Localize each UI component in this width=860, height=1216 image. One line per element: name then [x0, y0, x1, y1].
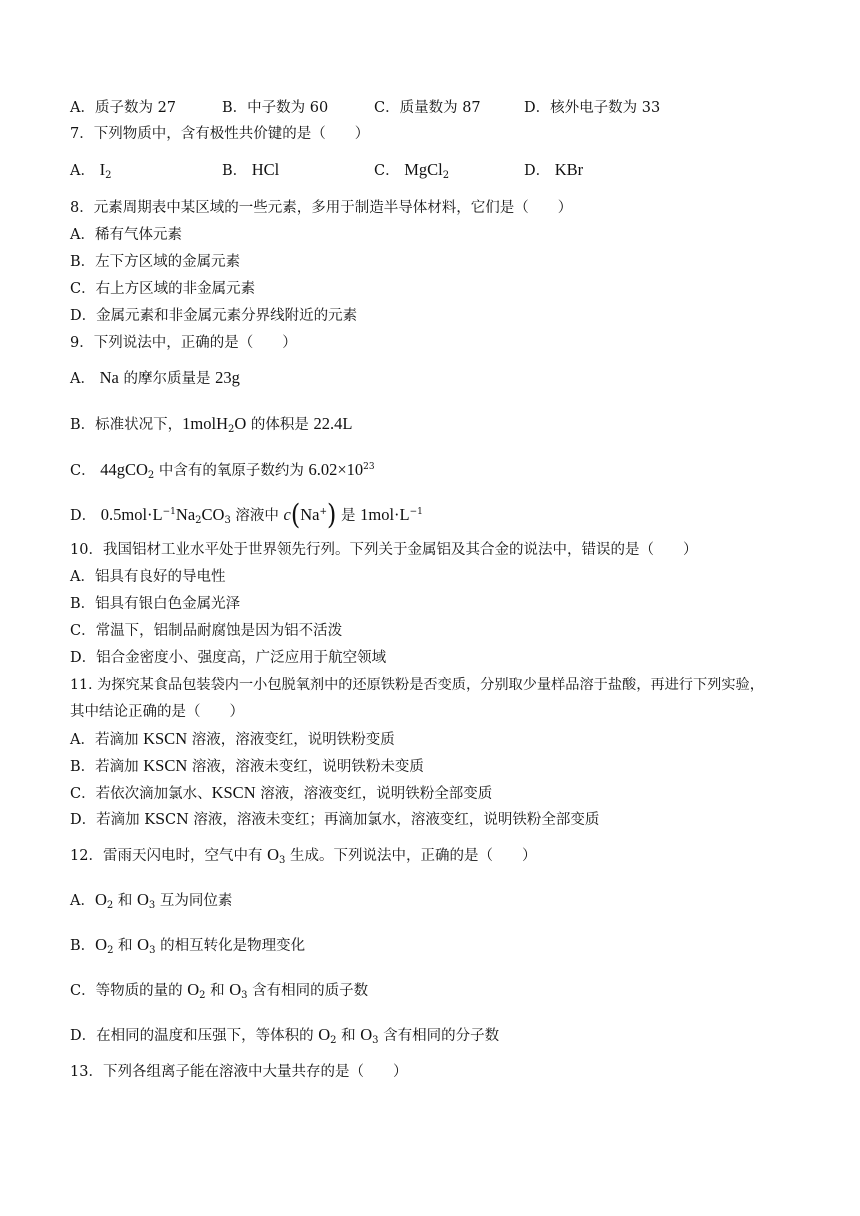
- q6-option-c: C．质量数为 87: [374, 100, 481, 116]
- q7-option-d: D． KBr: [524, 160, 584, 179]
- q7-option-c: C． MgCl$_2$: [374, 160, 450, 181]
- q10-option-b: B．铝具有银白色金属光泽: [70, 596, 241, 612]
- q13-stem: 13．下列各组离子能在溶液中大量共存的是（ ）: [70, 1064, 408, 1080]
- q9-option-d: D． $0.5mol\cdot L^{-1}Na_2CO_3$ 溶液中 c(Na+) 是 $1mol\cdot L^{-1}$: [70, 498, 423, 532]
- q10-stem: 10．我国铝材工业水平处于世界领先行列。下列关于金属铝及其合金的说法中，错误的是（ ）: [70, 542, 698, 558]
- q11-option-c: C．若依次滴加氯水、KSCN 溶液，溶液变红，说明铁粉全部变质: [70, 783, 493, 802]
- q8-stem: 8．元素周期表中某区域的一些元素，多用于制造半导体材料，它们是（ ）: [70, 200, 573, 216]
- q10-option-a: A．铝具有良好的导电性: [70, 569, 226, 585]
- q8-option-a: A．稀有气体元素: [70, 227, 182, 243]
- q12-option-d: D．在相同的温度和压强下，等体积的 $O_2$ 和 $O_3$ 含有相同的分子数: [70, 1025, 500, 1046]
- q9-option-c: C． 44gCO$_2$ 中含有的氧原子数约为 $6.02\times 10^{23}$: [70, 460, 375, 481]
- q7-option-a: A． $I_2$: [70, 160, 112, 181]
- q8-option-c: C．右上方区域的非金属元素: [70, 281, 256, 297]
- q11-option-d: D．若滴加 KSCN 溶液，溶液未变红；再滴加氯水，溶液变红，说明铁粉全部变质: [70, 812, 600, 828]
- q10-option-c: C．常温下，铝制品耐腐蚀是因为铝不活泼: [70, 623, 343, 639]
- q9-option-b: B．标准状况下，1molH$_2$O 的体积是 22.4L: [70, 414, 353, 435]
- q11-stem-line1: 11. 为探究某食品包装袋内一小包脱氧剂中的还原铁粉是否变质，分别取少量样品溶于盐酸，再进行下列实验，: [70, 677, 764, 693]
- q6-option-d: D．核外电子数为 33: [524, 100, 661, 116]
- q12-option-c: C．等物质的量的 $O_2$ 和 $O_3$ 含有相同的质子数: [70, 980, 369, 1001]
- q12-stem: 12．雷雨天闪电时，空气中有 $O_3$ 生成。下列说法中，正确的是（ ）: [70, 845, 537, 866]
- q9-stem: 9．下列说法中，正确的是（ ）: [70, 335, 297, 351]
- q8-option-b: B．左下方区域的金属元素: [70, 254, 241, 270]
- q6-option-a: A．质子数为 27: [70, 100, 177, 116]
- q10-option-d: D．铝合金密度小、强度高，广泛应用于航空领域: [70, 650, 387, 666]
- q11-option-a: A．若滴加 KSCN 溶液，溶液变红，说明铁粉变质: [70, 729, 395, 748]
- q11-stem-line2: 其中结论正确的是（ ）: [70, 704, 244, 720]
- q9-option-a: A． Na 的摩尔质量是 23g: [70, 368, 240, 387]
- q11-option-b: B．若滴加 KSCN 溶液，溶液未变红，说明铁粉未变质: [70, 756, 424, 775]
- q12-option-b: B．$O_2$ 和 $O_3$ 的相互转化是物理变化: [70, 935, 306, 956]
- q7-option-b: B． HCl: [222, 160, 280, 179]
- q12-option-a: A．$O_2$ 和 $O_3$ 互为同位素: [70, 890, 233, 911]
- q6-option-b: B．中子数为 60: [222, 100, 329, 116]
- q8-option-d: D．金属元素和非金属元素分界线附近的元素: [70, 308, 358, 324]
- q7-stem: 7．下列物质中，含有极性共价键的是（ ）: [70, 126, 370, 142]
